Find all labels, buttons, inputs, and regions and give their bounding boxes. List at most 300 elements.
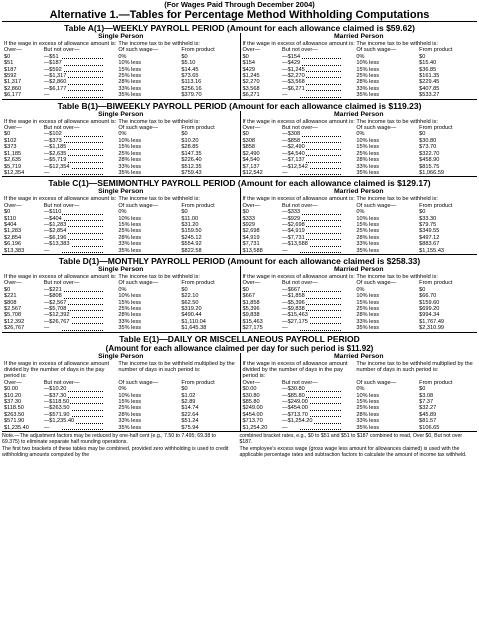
rate-value: 10% less: [118, 137, 142, 144]
table-title: Table C(1)—SEMIMONTHLY PAYROLL PERIOD (Amount for each allowance claimed is $129.17): [48, 178, 431, 189]
but-not-over-value: —$85.80: [282, 392, 305, 399]
but-not-over-cell: [282, 425, 342, 431]
over-value: $713.70: [242, 418, 263, 425]
product-value: $322.70: [419, 150, 440, 157]
product-value: $30.80: [419, 137, 437, 144]
leader-dots: [62, 252, 104, 253]
rate-value: 25% less: [118, 405, 142, 412]
product-value: $229.45: [419, 79, 440, 86]
but-not-over-value: —$102: [43, 131, 62, 138]
but-not-over-value: —$10.20: [43, 386, 67, 393]
but-not-over-value: —$2,698: [282, 221, 305, 228]
table-subtitle: (Amount for each allowance claimed per day for such period is $11.92): [105, 343, 374, 353]
header-but-not-over: But not over—: [282, 47, 318, 54]
product-value: $226.40: [181, 157, 202, 164]
leader-dots: [300, 136, 341, 137]
but-not-over-value: —$404: [43, 215, 62, 222]
product-value: $51.24: [181, 418, 199, 425]
over-value: $6,177: [4, 92, 22, 99]
rate-value: 25% less: [118, 73, 142, 80]
over-value: $2,635: [4, 157, 22, 164]
over-value: $1,185: [4, 150, 22, 157]
product-value: $245.12: [181, 234, 202, 241]
but-not-over-cell: [282, 248, 342, 254]
header-of-such-wage: Of such wage—: [356, 125, 397, 132]
but-not-over-value: —$5,396: [282, 299, 305, 306]
over-value: $858: [242, 144, 255, 151]
leader-dots: [62, 77, 104, 78]
leader-dots: [62, 291, 104, 292]
product-value: $759.43: [181, 169, 202, 176]
over-value: $808: [4, 299, 17, 306]
rate-value: 28% less: [356, 234, 380, 241]
header-subtitle: (For Wages Paid Through December 2004): [164, 0, 315, 9]
over-value: $3,568: [242, 85, 260, 92]
but-not-over-cell: [44, 325, 105, 331]
product-value: $5.10: [181, 60, 196, 67]
but-not-over-value: —$37.30: [43, 392, 67, 399]
product-value: $1,155.43: [419, 247, 445, 254]
over-value: $0: [4, 286, 11, 293]
but-not-over-value: —$1,235.40: [43, 418, 75, 425]
but-not-over-value: —$667: [282, 286, 301, 293]
table-title: Table B(1)—BIWEEKLY PAYROLL PERIOD (Amount for each allowance claimed is $119.23): [57, 100, 422, 111]
column-intro: [4, 361, 238, 380]
leader-dots: [62, 58, 104, 59]
rate-value: 35% less: [356, 169, 380, 176]
but-not-over-value: —: [282, 247, 288, 254]
over-value: $249.00: [242, 405, 263, 412]
header-but-not-over: But not over—: [43, 379, 80, 386]
leader-dots: [300, 233, 341, 234]
single-person-heading: Single Person: [98, 352, 144, 360]
but-not-over-value: —$118.50: [43, 399, 70, 406]
rate-value: 35% less: [118, 325, 142, 332]
leader-dots: [300, 77, 341, 78]
table-row: [243, 425, 476, 431]
over-value: $5,719: [4, 163, 22, 170]
over-value: $667: [242, 293, 255, 300]
but-not-over-value: —$2,860: [43, 79, 67, 86]
single-person-heading: Single Person: [98, 188, 144, 196]
rate-value: 35% less: [118, 169, 142, 176]
table-row: [4, 325, 238, 331]
over-value: $929: [242, 221, 255, 228]
wage-intro-text: If the wage in excess of allowance amount is:: [4, 273, 117, 280]
but-not-over-value: —$30.80: [282, 386, 305, 393]
over-value: $0: [4, 53, 11, 60]
over-value: $15,463: [242, 318, 263, 325]
rate-value: 33% less: [118, 241, 142, 248]
but-not-over-value: —$249.00: [282, 399, 308, 406]
product-value: $699.20: [419, 306, 440, 312]
product-value: $458.90: [419, 157, 440, 164]
header-but-not-over: But not over—: [43, 202, 80, 209]
header-but-not-over: But not over—: [282, 125, 318, 132]
over-value: $1,283: [4, 228, 22, 235]
rate-value: 25% less: [356, 150, 380, 157]
persons-row: [2, 266, 477, 332]
header-over: Over—: [4, 280, 22, 287]
but-not-over-value: —: [282, 92, 288, 99]
rate-value: 0%: [356, 131, 365, 138]
leader-dots: [62, 155, 104, 156]
product-value: $14.45: [181, 66, 199, 73]
table-title: Table E(1)—DAILY OR MISCELLANEOUS PAYROLL PERIOD: [119, 333, 360, 344]
tax-intro-text: The income tax to be withheld is:: [356, 118, 438, 125]
header-over: Over—: [242, 125, 261, 132]
rate-value: 28% less: [356, 79, 380, 86]
over-value: $118.50: [4, 405, 24, 412]
over-value: $30.80: [242, 392, 260, 399]
over-value: $571.90: [4, 418, 25, 425]
over-value: $308: [242, 137, 255, 144]
note-text: The first two brackets of these tables may be combined, provided zero withholding is used to credit withholding amounts computed by the: [2, 446, 229, 459]
product-value: $22.64: [181, 411, 199, 418]
product-value: $1.02: [181, 392, 196, 399]
single-person-column: [2, 266, 240, 332]
but-not-over-cell: [44, 248, 105, 254]
rate-value: 28% less: [356, 411, 380, 418]
over-value: $454.00: [242, 411, 263, 418]
rate-value: 33% less: [118, 163, 142, 170]
header-of-such-wage: Of such wage—: [356, 280, 397, 287]
product-value: $22.10: [181, 293, 199, 300]
table-row: [4, 425, 238, 431]
product-value: $66.70: [419, 293, 437, 300]
header-from-product: From product: [181, 125, 215, 132]
tax-intro-text: The income tax to be withheld is:: [356, 273, 438, 280]
notes-right: [240, 433, 478, 459]
married-person-heading: Married Person: [334, 33, 384, 40]
but-not-over-value: —$1,185: [43, 144, 67, 151]
over-value: $12,354: [4, 169, 25, 176]
leader-dots: [62, 142, 104, 143]
but-not-over-value: —$51: [43, 53, 59, 60]
leader-dots: [62, 71, 104, 72]
rate-value: 33% less: [356, 163, 380, 170]
spacer-cell: [342, 425, 356, 431]
product-value: $161.35: [419, 73, 440, 80]
but-not-over-value: —$187: [43, 60, 62, 67]
rate-value: 0%: [118, 209, 127, 216]
but-not-over-value: —$3,568: [282, 79, 305, 86]
over-value: $187: [4, 66, 17, 73]
wage-intro-text: If the wage in excess of allowance amount is:: [4, 41, 117, 47]
but-not-over-cell: [282, 92, 342, 98]
spacer-cell: [104, 92, 118, 98]
but-not-over-value: —$2,854: [43, 228, 67, 235]
but-not-over-value: —$221: [43, 286, 62, 293]
over-value: $0: [4, 209, 11, 216]
tax-intro-text: The income tax to be withheld is:: [118, 273, 200, 280]
over-value: $373: [4, 144, 17, 151]
single-person-column: [2, 353, 240, 431]
wage-intro-text: If the wage in excess of allowance amount is:: [242, 118, 355, 125]
but-not-over-value: —$6,271: [282, 85, 305, 92]
over-value: $263.50: [4, 411, 25, 418]
over-value: $404: [4, 221, 17, 228]
but-not-over-value: —: [43, 424, 50, 431]
rate-value: 0%: [118, 53, 127, 60]
leader-dots: [300, 226, 341, 227]
over-value: $2,860: [4, 85, 22, 92]
but-not-over-value: —$15,463: [282, 312, 308, 319]
spacer-cell: [342, 248, 356, 254]
over-value: $4,919: [242, 234, 260, 241]
tax-intro-text: The income tax to be withheld is:: [356, 196, 438, 203]
table-title: Table D(1)—MONTHLY PAYROLL PERIOD (Amount for each allowance claimed is $258.33): [58, 255, 421, 266]
product-value: $349.55: [419, 228, 440, 235]
but-not-over-value: —$713.70: [282, 411, 308, 418]
rate-value: 15% less: [356, 144, 380, 151]
over-value: $110: [4, 215, 17, 222]
over-value: $0: [242, 286, 249, 293]
spacer-cell: [342, 170, 356, 176]
rate-value: 10% less: [118, 392, 142, 399]
header-over: Over—: [242, 280, 261, 287]
product-value: $79.75: [419, 221, 437, 228]
leader-dots: [62, 429, 104, 430]
over-value: $37.30: [4, 399, 22, 406]
but-not-over-value: —$9,838: [282, 306, 305, 312]
spacer-cell: [104, 170, 118, 176]
but-not-over-value: —$2,490: [282, 144, 305, 151]
over-value: $4,540: [242, 157, 260, 164]
product-value: $497.12: [419, 234, 440, 241]
rate-value: 15% less: [118, 66, 142, 73]
but-not-over-value: —$12,354: [43, 163, 70, 170]
rate-value: 35% less: [118, 92, 142, 99]
product-value: $256.16: [181, 85, 202, 92]
wage-intro-text: If the wage in excess of allowance amount is:: [242, 41, 355, 47]
over-value: $1,254.20: [242, 424, 268, 431]
rate-value: 33% less: [356, 85, 380, 92]
leader-dots: [300, 429, 341, 430]
over-value: $1,245: [242, 73, 260, 80]
notes-left: [2, 433, 240, 459]
over-value: $221: [4, 293, 17, 300]
leader-dots: [300, 97, 341, 98]
single-person-column: [2, 33, 240, 99]
rate-value: 25% less: [356, 306, 380, 312]
over-value: $12,392: [4, 318, 25, 325]
rate-value: 25% less: [356, 73, 380, 80]
rate-value: 35% less: [356, 92, 380, 99]
rate-value: 25% less: [118, 150, 142, 157]
product-value: $62.50: [181, 299, 199, 306]
rate-value: 33% less: [118, 85, 142, 92]
rate-value: 28% less: [118, 234, 142, 241]
product-value: $822.58: [181, 247, 202, 254]
page-title: Alternative 1.—Tables for Percentage Method Withholding Computations: [49, 9, 430, 21]
but-not-over-value: —$571.90: [43, 411, 70, 418]
table-row: [243, 92, 476, 98]
product-value: $15.40: [419, 60, 437, 67]
but-not-over-value: —$110: [43, 209, 62, 216]
rate-value: 15% less: [118, 399, 142, 406]
product-value: $75.94: [181, 424, 199, 431]
leader-dots: [62, 233, 104, 234]
over-value: $7,137: [242, 163, 260, 170]
product-value: $0: [419, 53, 426, 60]
rate-value: 15% less: [356, 299, 380, 306]
leader-dots: [62, 397, 104, 398]
persons-row: [2, 353, 477, 431]
product-value: $106.65: [419, 424, 440, 431]
leader-dots: [62, 149, 104, 150]
tax-intro-text: The income tax to be withheld is:: [356, 41, 438, 47]
leader-dots: [62, 310, 104, 311]
product-value: $0: [419, 286, 426, 293]
but-not-over-value: —: [43, 169, 50, 176]
note-text: combined bracket rates, e.g., $0 to $51 and $51 to $187 combined to read, Over $0, But not over $187.: [239, 433, 463, 446]
over-value: $6,196: [4, 241, 22, 248]
but-not-over-value: —$26,767: [43, 318, 70, 325]
over-value: $0: [242, 209, 249, 216]
but-not-over-value: —$454.00: [282, 405, 308, 412]
rate-value: 28% less: [356, 157, 380, 164]
married-person-column: [240, 188, 478, 254]
leader-dots: [62, 174, 104, 175]
married-person-heading: Married Person: [334, 110, 384, 118]
but-not-over-value: —$333: [282, 209, 301, 216]
over-value: $26,767: [4, 325, 25, 332]
over-value: $2,854: [4, 234, 22, 241]
leader-dots: [300, 310, 341, 311]
header-but-not-over: But not over—: [43, 125, 80, 132]
but-not-over-cell: [44, 425, 105, 431]
but-not-over-value: —$858: [282, 137, 301, 144]
married-person-column: [240, 266, 478, 332]
product-value: $2,310.99: [419, 325, 445, 332]
product-value: $1,767.49: [419, 318, 445, 325]
header-from-product: From product: [419, 280, 453, 287]
product-value: $81.57: [419, 418, 437, 425]
wage-intro-text: If the wage in excess of allowance amount is:: [4, 118, 117, 125]
header-over: Over—: [4, 379, 22, 386]
over-value: $2,490: [242, 150, 260, 157]
spacer-cell: [104, 325, 118, 331]
rate-value: 0%: [118, 386, 127, 393]
leader-dots: [62, 304, 104, 305]
but-not-over-value: —: [282, 424, 288, 431]
product-value: $45.89: [419, 411, 437, 418]
product-value: $7.37: [419, 399, 434, 406]
over-value: $1,317: [4, 79, 22, 86]
header-from-product: From product: [419, 47, 453, 54]
rate-value: 28% less: [118, 79, 142, 86]
payroll-table-daily: [2, 334, 477, 432]
leader-dots: [300, 174, 341, 175]
header-over: Over—: [242, 202, 261, 209]
leader-dots: [300, 155, 341, 156]
rate-value: 25% less: [118, 306, 142, 312]
but-not-over-value: —$1,254.20: [282, 418, 313, 425]
product-value: $883.67: [419, 241, 440, 248]
product-value: $815.75: [419, 163, 440, 170]
over-value: $6,271: [242, 92, 260, 99]
but-not-over-value: —$308: [282, 131, 301, 138]
leader-dots: [62, 97, 104, 98]
product-value: $533.27: [419, 92, 440, 99]
header-of-such-wage: Of such wage—: [356, 379, 397, 386]
single-person-heading: Single Person: [98, 265, 144, 273]
rate-value: 10% less: [356, 392, 380, 399]
product-value: $0: [181, 386, 188, 393]
wage-intro-text: If the wage in excess of allowance amount is:: [4, 196, 117, 203]
but-not-over-value: —$7,731: [282, 234, 305, 241]
rate-value: 33% less: [356, 241, 380, 248]
but-not-over-value: —$12,542: [282, 163, 308, 170]
product-value: $11.00: [181, 215, 199, 222]
leader-dots: [300, 397, 341, 398]
but-not-over-value: —$13,588: [282, 241, 308, 248]
header-but-not-over: But not over—: [282, 379, 318, 386]
rate-value: 15% less: [118, 221, 142, 228]
product-value: $10.20: [181, 137, 199, 144]
over-value: $1,858: [242, 299, 260, 306]
header-of-such-wage: Of such wage—: [118, 280, 159, 287]
tables-container: [0, 23, 479, 432]
rate-value: 35% less: [356, 247, 380, 254]
product-value: $33.30: [419, 215, 437, 222]
rate-value: 35% less: [356, 424, 380, 431]
but-not-over-value: —$1,245: [282, 66, 305, 73]
product-value: $73.65: [181, 73, 199, 80]
header-of-such-wage: Of such wage—: [118, 379, 159, 386]
rate-value: 15% less: [356, 399, 380, 406]
over-value: $0: [242, 53, 249, 60]
but-not-over-value: —$5,708: [43, 306, 67, 312]
product-value: $3.08: [419, 392, 434, 399]
rate-value: 0%: [356, 53, 365, 60]
but-not-over-cell: [44, 92, 105, 98]
but-not-over-value: —$2,567: [43, 299, 67, 306]
header-from-product: From product: [181, 202, 215, 209]
married-person-heading: Married Person: [334, 265, 384, 273]
wage-intro-text: If the wage in excess of allowance amount is:: [242, 273, 355, 280]
but-not-over-value: —: [43, 325, 50, 332]
over-value: $0.00: [4, 386, 18, 393]
header-from-product: From product: [181, 280, 215, 287]
product-value: $73.70: [419, 144, 437, 151]
but-not-over-value: —: [43, 247, 50, 254]
table-row: [243, 248, 476, 254]
header-over: Over—: [4, 47, 22, 54]
header-over: Over—: [242, 47, 261, 54]
rate-value: 0%: [356, 286, 365, 293]
rate-value: 35% less: [356, 325, 380, 332]
rate-value: 33% less: [356, 318, 380, 325]
over-value: $429: [242, 66, 255, 73]
but-not-over-cell: [282, 325, 342, 331]
but-not-over-value: —$592: [43, 66, 62, 73]
notes: [2, 433, 477, 459]
header-from-product: From product: [419, 125, 453, 132]
but-not-over-value: —$929: [282, 215, 301, 222]
rate-value: 10% less: [356, 137, 380, 144]
table-row: [243, 325, 476, 331]
married-person-heading: Married Person: [334, 188, 384, 196]
leader-dots: [62, 330, 104, 331]
product-value: $32.27: [419, 405, 437, 412]
rate-value: 15% less: [356, 66, 380, 73]
wage-intro-text: If the wage in excess of allowance amount is:: [242, 196, 355, 203]
leader-dots: [300, 220, 341, 221]
tax-intro-text: The income tax to be withheld is:: [118, 41, 200, 47]
over-value: $13,588: [242, 247, 263, 254]
